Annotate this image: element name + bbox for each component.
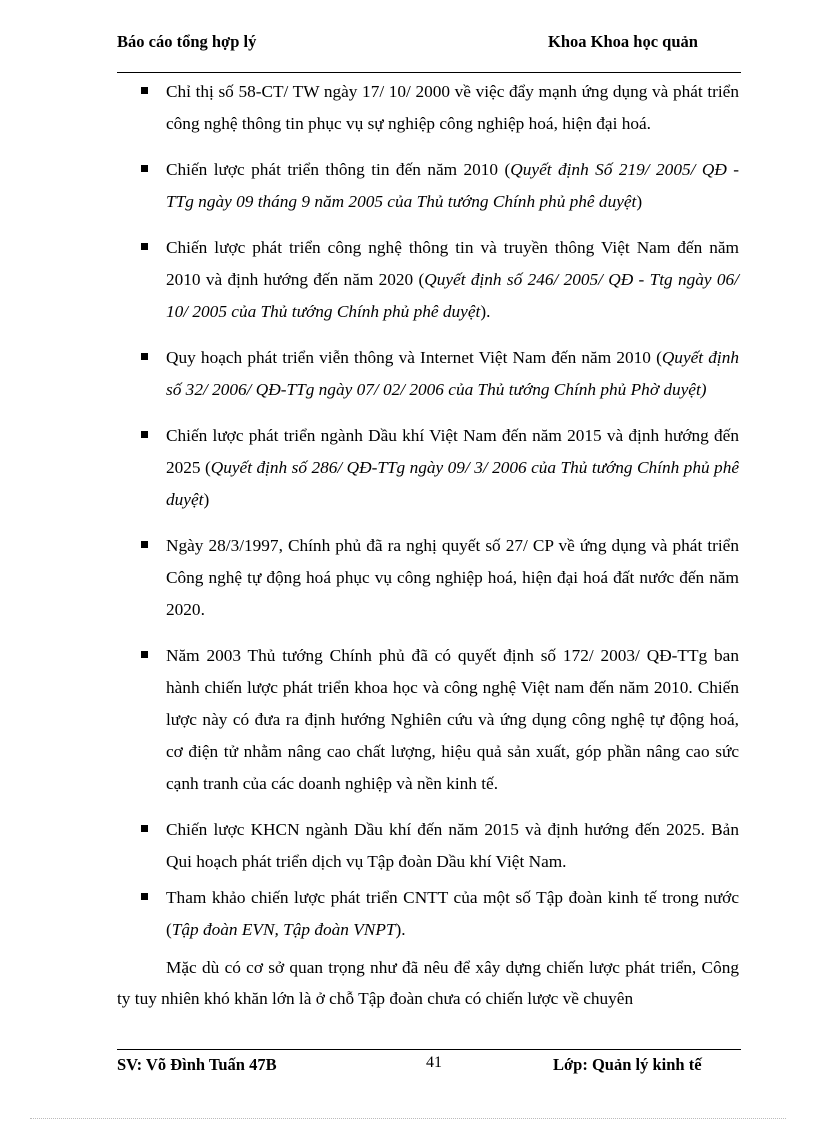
footer-class: Lớp: Quản lý kinh tế: [553, 1055, 702, 1074]
closing-paragraph: Mặc dù có cơ sở quan trọng như đã nêu để xây dựng chiến lược phát triển, Công ty tuy nhiên khó khăn lớn là ở chỗ Tập đoàn chưa có chiến lược về chuyên: [117, 958, 739, 1008]
list-item: Quy hoạch phát triển viễn thông và Internet Việt Nam đến năm 2010 (Quyết định số 32/ 2006/ QĐ-TTg ngày 07/ 02/ 2006 của Thủ tướng Chính phủ Phờ duyệt): [117, 342, 739, 406]
list-item: Chiến lược phát triển thông tin đến năm 2010 (Quyết định Số 219/ 2005/ QĐ - TTg ngày 09 tháng 9 năm 2005 của Thủ tướng Chính phủ phê duyệt): [117, 154, 739, 218]
footer-student: SV: Võ Đình Tuấn 47B: [117, 1055, 277, 1074]
square-bullet-icon: [141, 431, 148, 438]
list-item: Tham khảo chiến lược phát triển CNTT của một số Tập đoàn kinh tế trong nước (Tập đoàn EVN, Tập đoàn VNPT).: [117, 882, 739, 946]
footer-rule: [117, 1049, 741, 1050]
list-item: Chỉ thị số 58-CT/ TW ngày 17/ 10/ 2000 về việc đẩy mạnh ứng dụng và phát triển công nghệ thông tin phục vụ sự nghiệp công nghiệp hoá, hiện đại hoá.: [117, 76, 739, 140]
page-body: [117, 76, 739, 1014]
square-bullet-icon: [141, 825, 148, 832]
square-bullet-icon: [141, 651, 148, 658]
square-bullet-icon: [141, 243, 148, 250]
square-bullet-icon: [141, 87, 148, 94]
square-bullet-icon: [141, 893, 148, 900]
page-number: 41: [426, 1054, 442, 1071]
square-bullet-icon: [141, 353, 148, 360]
list-item: Chiến lược phát triển ngành Dầu khí Việt Nam đến năm 2015 và định hướng đến 2025 (Quyết định số 286/ QĐ-TTg ngày 09/ 3/ 2006 của Thủ tướng Chính phủ phê duyệt): [117, 420, 739, 516]
header-left: Báo cáo tổng hợp lý: [117, 32, 257, 51]
header-right: Khoa Khoa học quản: [548, 32, 698, 51]
list-item: Chiến lược KHCN ngành Dầu khí đến năm 2015 và định hướng đến 2025. Bản Qui hoạch phát triển dịch vụ Tập đoàn Dầu khí Việt Nam.: [117, 814, 739, 878]
square-bullet-icon: [141, 541, 148, 548]
list-item: Chiến lược phát triển công nghệ thông tin và truyền thông Việt Nam đến năm 2010 và định hướng đến năm 2020 (Quyết định số 246/ 2005/ QĐ - Ttg ngày 06/ 10/ 2005 của Thủ tướng Chính phủ phê duyệt).: [117, 232, 739, 328]
list-item: Ngày 28/3/1997, Chính phủ đã ra nghị quyết số 27/ CP về ứng dụng và phát triển Công nghệ tự động hoá phục vụ công nghiệp hoá, hiện đại hoá đất nước đến năm 2020.: [117, 530, 739, 626]
header-rule: [117, 72, 741, 73]
page-edge-divider: [30, 1118, 786, 1119]
list-item: Năm 2003 Thủ tướng Chính phủ đã có quyết định số 172/ 2003/ QĐ-TTg ban hành chiến lược phát triển khoa học và công nghệ Việt nam đến năm 2010. Chiến lược này có đưa ra định hướng Nghiên cứu và ứng dụng công nghệ tự động hoá, cơ điện tử nhằm nâng cao chất lượng, hiệu quả sản xuất, góp phần nâng cao sức cạnh tranh của các doanh nghiệp và nền kinh tế.: [117, 640, 739, 800]
square-bullet-icon: [141, 165, 148, 172]
requirement-list: [117, 76, 739, 946]
